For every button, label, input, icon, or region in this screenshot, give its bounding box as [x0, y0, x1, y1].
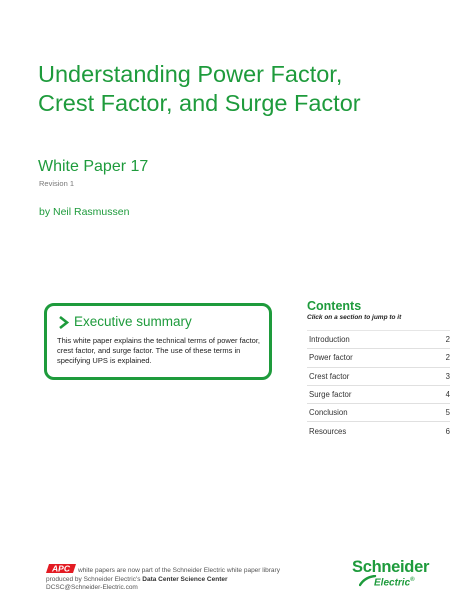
toc-item-page: 6: [445, 426, 450, 436]
white-paper-label: White Paper 17: [38, 158, 149, 175]
toc-item-label: Surge factor: [309, 390, 352, 400]
toc-item-label: Conclusion: [309, 408, 348, 418]
toc-item-surge-factor[interactable]: [307, 385, 450, 403]
electric-label: Electric: [374, 577, 411, 589]
toc-item-label: Introduction: [309, 335, 350, 345]
toc-item-page: 5: [445, 408, 450, 418]
title-line-1: Understanding Power Factor,: [38, 61, 343, 87]
executive-summary-title: Executive summary: [74, 314, 192, 329]
author-byline: by Neil Rasmussen: [39, 206, 130, 218]
toc-item-conclusion[interactable]: [307, 403, 450, 421]
toc-item-page: 3: [445, 371, 450, 381]
table-of-contents: [307, 299, 450, 440]
title-line-2: Crest Factor, and Surge Factor: [38, 90, 361, 116]
chevron-right-icon: [57, 316, 70, 329]
toc-item-introduction[interactable]: [307, 330, 450, 348]
toc-item-label: Crest factor: [309, 371, 350, 381]
apc-logo: [46, 564, 76, 573]
electric-logo-word: [374, 574, 415, 589]
footer-email[interactable]: DCSC@Schneider-Electric.com: [46, 584, 138, 592]
footer-line-1: white papers are now part of the Schneider Electric white paper library: [78, 567, 280, 574]
footer-line-2-prefix: produced by Schneider Electric's: [46, 575, 143, 583]
footer-line-2-bold: Data Center Science Center: [142, 575, 228, 583]
toc-item-resources[interactable]: [307, 421, 450, 439]
executive-summary-text: This white paper explains the technical terms of power factor, crest factor, and surge factor. The use of these terms in specifying UPS is explained.: [57, 336, 261, 365]
toc-list: [307, 330, 450, 440]
footer-note: [46, 564, 316, 593]
toc-item-label: Resources: [309, 426, 347, 436]
schneider-logo-word: Schneider: [352, 558, 430, 576]
toc-item-page: 4: [445, 390, 450, 400]
executive-summary-heading: [57, 313, 259, 331]
revision-label: Revision 1: [39, 179, 75, 188]
contents-subtitle: Click on a section to jump to it: [307, 314, 402, 321]
apc-logo-text: APC: [52, 564, 70, 573]
toc-item-page: 2: [445, 353, 450, 363]
toc-item-page: 2: [445, 335, 450, 345]
toc-item-crest-factor[interactable]: [307, 367, 450, 385]
contents-title: Contents: [307, 299, 362, 313]
schneider-electric-logo: [352, 558, 442, 590]
toc-item-power-factor[interactable]: [307, 348, 450, 366]
document-title: [38, 60, 458, 118]
executive-summary-box: [44, 303, 272, 380]
toc-item-label: Power factor: [309, 353, 353, 363]
trademark-symbol: ®: [410, 577, 415, 583]
